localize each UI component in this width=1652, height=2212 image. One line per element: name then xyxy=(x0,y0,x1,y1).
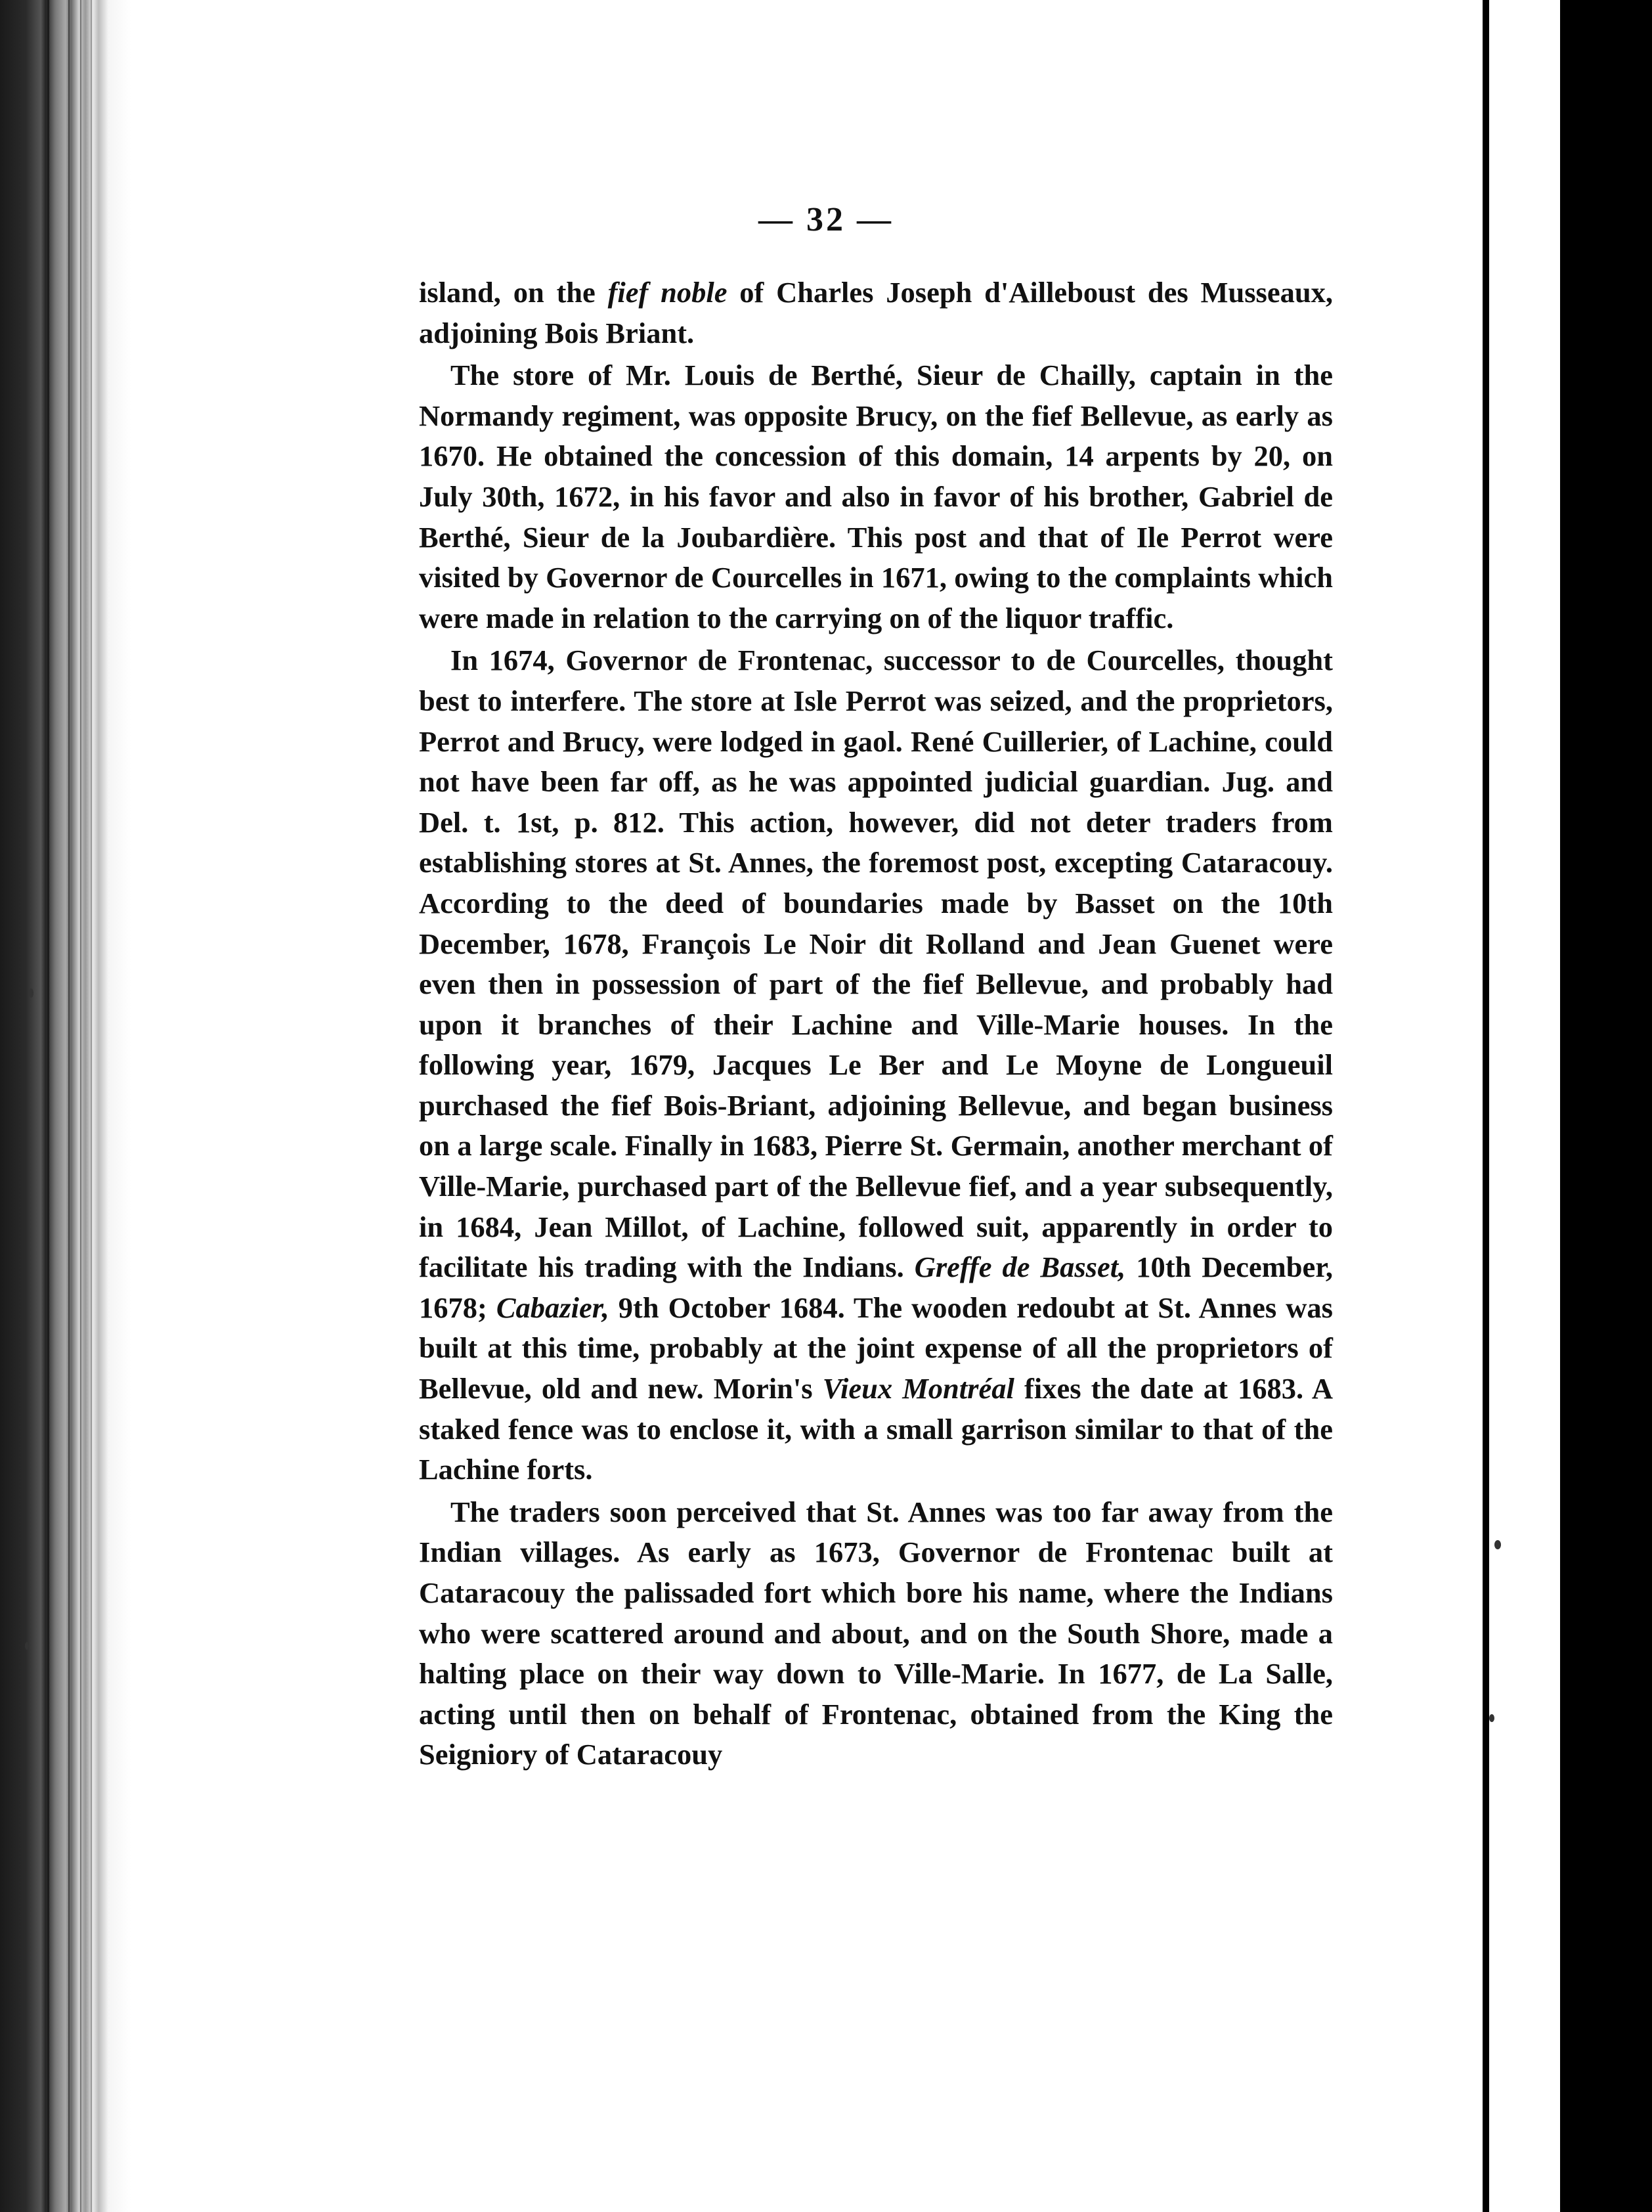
italic-text: Cabazier, xyxy=(496,1291,609,1324)
scan-speck xyxy=(1489,1714,1494,1722)
text-run: The traders soon perceived that St. Annes was too far away from the Indian villages. As early as 1673, Governor de Frontenac built at Cataracouy the palissaded fort which bore his name, where the Indians who were scattered around and about, and on the South Shore, made a halting place on their way down to Ville-Marie. In 1677, de La Salle, acting until then on behalf of Frontenac, obtained from the King the Seigniory of Cataracouy xyxy=(419,1495,1333,1771)
book-spine-edge xyxy=(0,0,131,2212)
text-run: of Charles Joseph d'Ailleboust des Musseaux, adjoining Bois Briant. xyxy=(419,276,1333,349)
paragraph xyxy=(419,1492,1333,1775)
scan-speck xyxy=(1494,1540,1501,1549)
right-border-line xyxy=(1483,0,1489,2212)
scan-speck xyxy=(29,988,33,998)
paragraph xyxy=(419,355,1333,638)
page-number: — 32 — xyxy=(758,201,894,238)
paragraph xyxy=(419,640,1333,1490)
paragraph xyxy=(419,273,1333,353)
italic-text: fief noble xyxy=(607,276,728,309)
right-scan-margin xyxy=(1560,0,1652,2212)
text-run: The store of Mr. Louis de Berthé, Sieur de Chailly, captain in the Normandy regiment, was opposite Brucy, on the fief Bellevue, as early as 1670. He obtained the concession of this domain, 14 arpents by 20, on July 30th, 1672, in his favor and also in favor of his brother, Gabriel de Berthé, Sieur de la Joubardière. This post and that of Ile Perrot were visited by Governor de Courcelles in 1671, owing to the complaints which were made in relation to the carrying on of the liquor traffic. xyxy=(419,359,1333,634)
text-run: 9th October 1684. The wooden redoubt at St. Annes was built at this time, probably at the joint expense of all the proprietors of Bellevue, old and new. Morin's xyxy=(419,1291,1333,1405)
italic-text: Vieux Montréal xyxy=(822,1372,1014,1405)
spine-line xyxy=(91,0,92,2212)
spine-line xyxy=(47,0,49,2212)
spine-line xyxy=(80,0,81,2212)
text-run: fixes the date at 1683. A staked fence was to enclose it, with a small garrison similar to that of the Lachine forts. xyxy=(419,1372,1334,1486)
body-text xyxy=(419,273,1333,1777)
scan-speck xyxy=(25,1642,29,1650)
text-run: island, on the xyxy=(419,276,608,309)
text-run: 10th December, 1678; xyxy=(419,1250,1333,1324)
spine-line xyxy=(68,0,70,2212)
italic-text: Greffe de Basset, xyxy=(914,1250,1126,1284)
text-run: In 1674, Governor de Frontenac, successor to de Courcelles, thought best to interfere. The store at Isle Perrot was seized, and the proprietors, Perrot and Brucy, were lodged in gaol. René Cuillerier, of Lachine, could not have been far off, as he was appointed judicial guardian. Jug. and Del. t. 1st, p. 812. This action, however, did not deter traders from establishing stores at St. Annes, the foremost post, excepting Cataracouy. According to the deed of boundaries made by Basset on the 10th December, 1678, François Le Noir dit Rolland and Jean Guenet were even then in possession of part of the fief Bellevue, and probably had upon it branches of their Lachine and Ville-Marie houses. In the following year, 1679, Jacques Le Ber and Le Moyne de Longueuil purchased the fief Bois-Briant, adjoining Bellevue, and began business on a large scale. Finally in 1683, Pierre St. Germain, another merchant of Ville-Marie, purchased part of the Bellevue fief, and a year subsequently, in 1684, Jean Millot, of Lachine, followed suit, apparently in order to facilitate his trading with the Indians. xyxy=(419,644,1333,1284)
